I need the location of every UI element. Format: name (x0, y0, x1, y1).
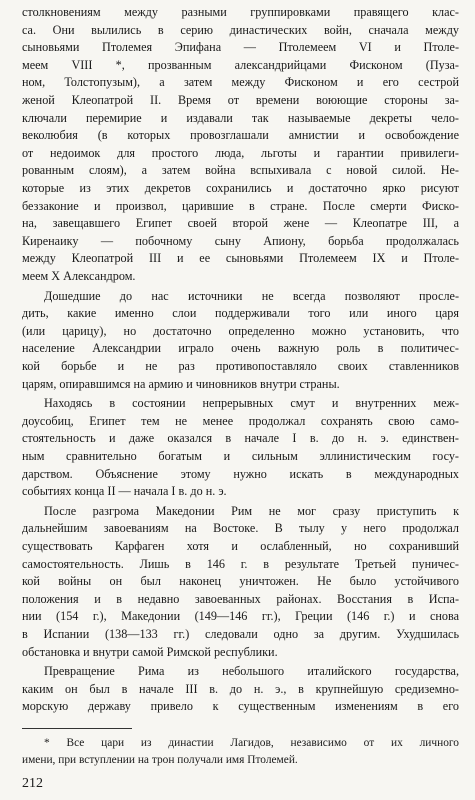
text-line: ном, Толстопузым), а затем между Фисконом и его сестрой (22, 75, 459, 90)
text-line: Дошедшие до нас источники не всегда позволяют просле- (44, 288, 459, 303)
text-line: столкновениям между разными группировками правящего клас- (22, 5, 459, 19)
text-line: положения и в недавно завоеванных районах. Восстания в Испа- (22, 591, 459, 606)
text-line: меем X Александром. (22, 269, 136, 283)
text-line: (или царицу), но достаточно определенно можно установить, что (22, 323, 459, 338)
text-line: После разгрома Македонии Рим не мог сразу приступить к (44, 503, 459, 518)
text-line: кой войны он был наконец уничтожен. Не было устойчивого (22, 574, 459, 589)
text-line: самостоятельность. Лишь в 146 г. в результате Третьей пуничес- (22, 556, 459, 571)
text-line: на, завещавшего Египет своей второй жене — Клеопатре III, а (22, 216, 459, 231)
text-line: дальнейшим завоеваниям на Востоке. В тылу у него продолжал (22, 521, 459, 536)
text-line: ключали перемирие и издавали так называемые декреты чело- (22, 110, 459, 125)
text-line: ным сравнительно богатым и сильным эллинистическим госу- (22, 449, 459, 463)
text-line: рованным слоям), а затем война вспыхивала с новой силой. Не- (22, 163, 459, 178)
text-line: веколюбия (в которых провозглашали амнистии и освобождение (22, 128, 459, 143)
text-line: кой борьбе и не раз противопоставляло своих ставленников (22, 359, 459, 373)
text-line: стоятельность и даже оказался в начале I в. до н. э. единствен- (22, 431, 459, 446)
text-line: население Александрии играло очень важную роль в политичес- (22, 341, 459, 356)
footnote-rule (22, 728, 132, 729)
text-line: в Испании (138—133 гг.) следовали одно за другим. Ухудшилась (22, 627, 459, 641)
text-line: от недоимок для простого люда, льготы и гарантии привилеги- (22, 145, 459, 160)
text-line: которые из этих декретов сохранились и достаточно ярко рисуют (22, 181, 459, 195)
text-line: царям, опиравшимся на армию и чиновников внутри страны. (22, 376, 340, 391)
text-line: существовать Карфаген хотя и ослабленный, но сохранивший (22, 539, 459, 553)
text-line: са. Они вылились в серию династических войн, сначала между (22, 22, 459, 37)
text-line: морскую державу привело к существенным изменениям в его (22, 699, 459, 714)
text-line: Находясь в состоянии непрерывных смут и внутренних меж- (44, 396, 459, 411)
text-line: каким он был в начале III в. до н. э., в крупнейшую средиземно- (22, 681, 459, 696)
footnote-line: имени, при вступлении на трон получали имя Птолемей. (22, 754, 298, 766)
text-line: Превращение Рима из небольшого италийского государства, (44, 664, 459, 679)
text-line: женой Клеопатрой II. Время от времени воюющие стороны за- (22, 93, 459, 107)
text-line: нии (154 г.), Македонии (149—146 гг.), Греции (146 г.) и снова (22, 609, 459, 624)
page-number: 212 (22, 776, 43, 791)
text-line: сыновьями Птолемея Эпифана — Птолемеем VI и Птоле- (22, 40, 459, 55)
text-line: Киренаику — побочному сыну Апиону, борьба продолжалась (22, 233, 459, 248)
text-line: событиях конца II — начала I в. до н. э. (22, 484, 227, 499)
text-line: доусобиц, Египет тем не менее продолжал сохранять свою само- (22, 413, 459, 428)
text-line: между Клеопатрой III и ее сыновьями Птолемеем IX и Птоле- (22, 251, 459, 266)
text-line: дить, какие именно слои поддерживали того или иного царя (22, 306, 459, 321)
footnote-line: * Все цари из династии Лагидов, независимо от их личного (44, 737, 459, 749)
text-line: дарством. Объяснение этому нужно искать в международных (22, 466, 459, 481)
text-line: меем VIII *, прозванным александрийцами Фисконом (Пуза- (22, 57, 459, 72)
text-line: беззаконие и произвол, царившие в стране. После смерти Фиско- (22, 198, 459, 213)
text-line: обстановка и внутри самой Римской республики. (22, 644, 278, 659)
